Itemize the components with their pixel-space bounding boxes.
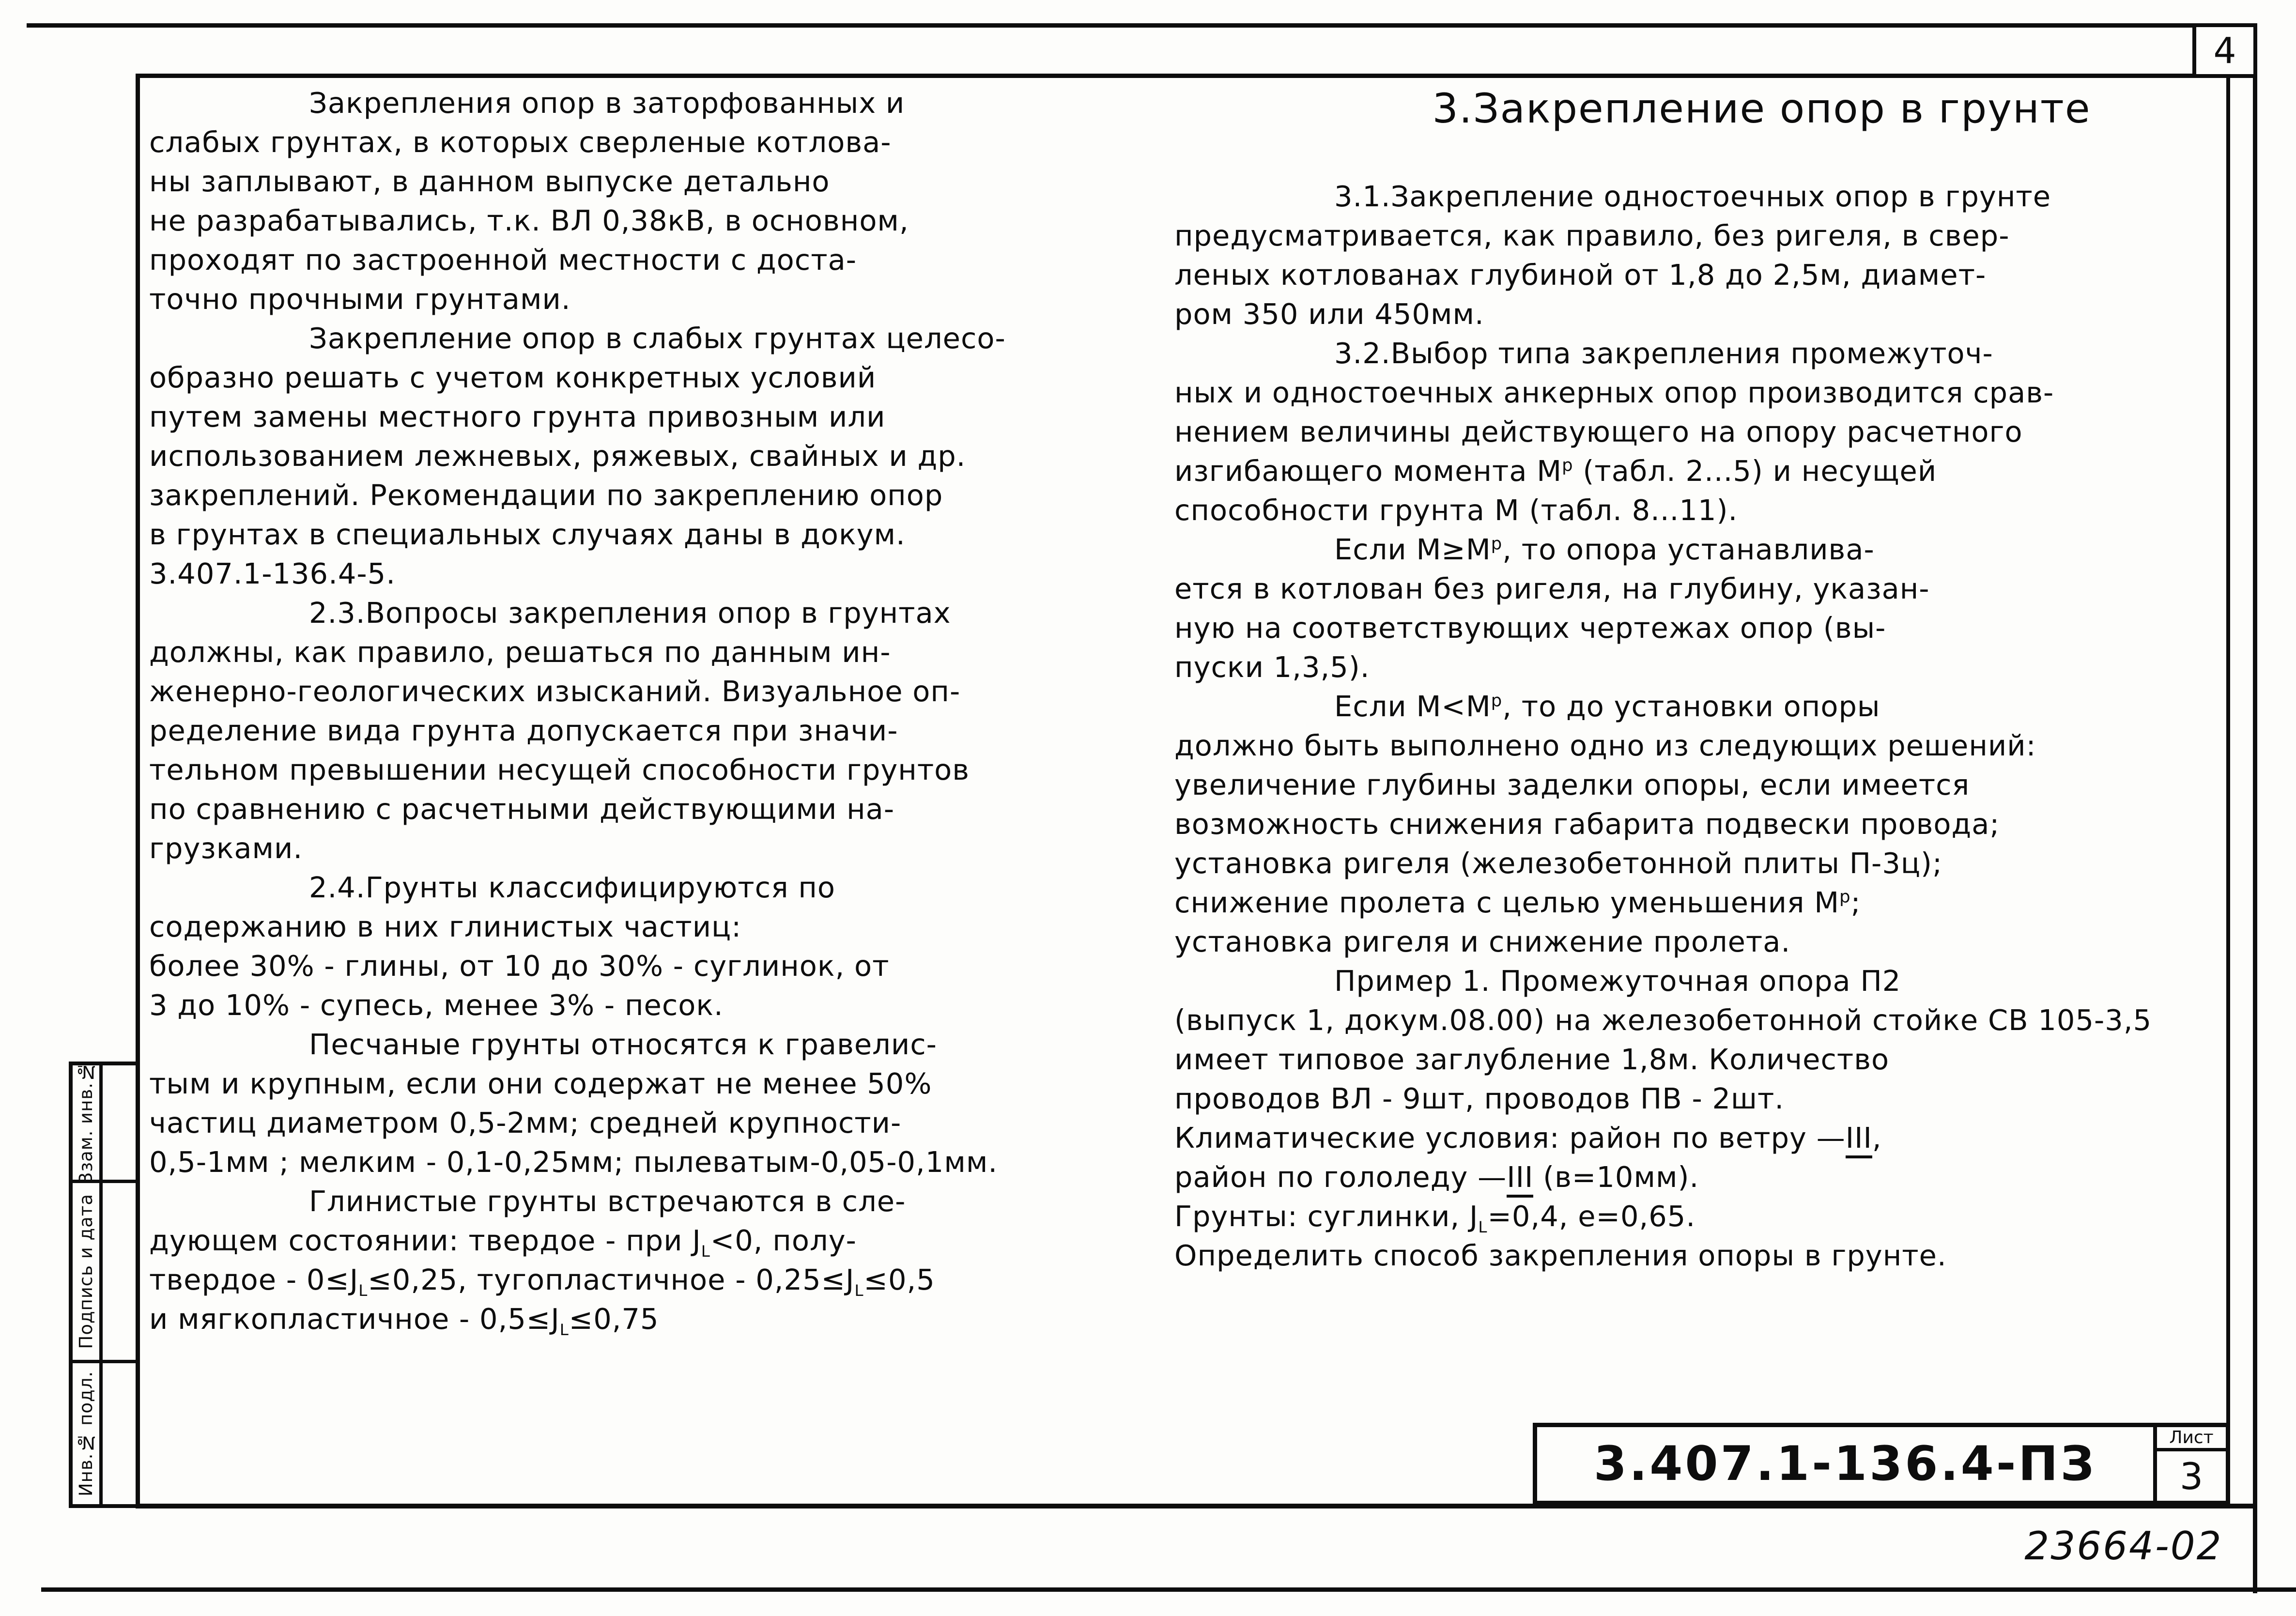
- text-line: установка ригеля и снижение пролета.: [1174, 925, 1791, 958]
- text-line: содержанию в них глинистых частиц:: [149, 910, 742, 943]
- sheet-top-edge-line: [27, 23, 2257, 28]
- text-line: путем замены местного грунта привозным или: [149, 400, 886, 433]
- text-line: частиц диаметром 0,5-2мм; средней крупности-: [149, 1106, 902, 1139]
- text-line: возможность снижения габарита подвески провода;: [1174, 807, 2000, 841]
- text-line: должно быть выполнено одно из следующих решений:: [1174, 729, 2036, 762]
- right-text-column: [1174, 83, 2228, 1275]
- right-column-body: [1174, 177, 2228, 1275]
- sidebar-label-vzam-inv: Взам. инв.№: [76, 1061, 96, 1185]
- text-line: увеличение глубины заделки опоры, если имеется: [1174, 768, 1970, 801]
- text-line: леных котлованах глубиной от 1,8 до 2,5м, диамет-: [1174, 258, 1987, 292]
- text-line: пуски 1,3,5).: [1174, 650, 1370, 684]
- text-line: проходят по застроенной местности с доста-: [149, 243, 857, 277]
- sidebar-label-inv-podl: Инв.№ подл.: [76, 1370, 96, 1497]
- text-line: 3.2.Выбор типа закрепления промежуточ-: [1334, 337, 1993, 370]
- document-number: 3.407.1-136.4-ПЗ: [1593, 1436, 2097, 1492]
- sidebar-label-cell: [73, 1363, 103, 1504]
- text-line: Закрепления опор в заторфованных и: [309, 86, 905, 120]
- text-line: грузками.: [149, 831, 303, 865]
- sidebar-label-cell: [73, 1183, 103, 1360]
- text-line: район по гололеду —III (в=10мм).: [1174, 1157, 2228, 1197]
- sidebar-cell-podpis-data: [73, 1183, 136, 1363]
- text-line: и мягкопластичное - $0,5\le J_L\le 0,75$: [149, 1302, 659, 1339]
- sidebar-cell-vzam-inv: [73, 1061, 136, 1185]
- sidebar-label-cell: [73, 1061, 103, 1185]
- text-line: твердое - $0\le J_L\le 0,25$, тугопластичное - $0,25\le J_L\le 0,5$: [149, 1263, 935, 1300]
- text-line: Грунты: суглинки, $J_L=0,4$, е=0,65.: [1174, 1200, 1696, 1236]
- text-line: Пример 1. Промежуточная опора П2: [1334, 964, 1901, 998]
- text-line: Глинистые грунты встречаются в сле-: [309, 1185, 906, 1218]
- text-line: более 30% - глины, от 10 до 30% - суглинок, от: [149, 949, 890, 983]
- sidebar-blank-field: [103, 1065, 136, 1180]
- text-line: ную на соответствующих чертежах опор (вы-: [1174, 611, 1886, 645]
- text-line: слабых грунтах, в которых сверленые котлова-: [149, 125, 892, 159]
- text-line: ны заплывают, в данном выпуске детально: [149, 165, 830, 198]
- text-line: тым и крупным, если они содержат не менее 50%: [149, 1067, 932, 1100]
- text-line: тельном превышении несущей способности грунтов: [149, 753, 970, 786]
- text-line: Если $М<М^р$, то до установки опоры: [1334, 690, 1880, 723]
- text-line: ных и одностоечных анкерных опор производится срав-: [1174, 376, 2054, 409]
- text-line: Климатические условия: район по ветру —III,: [1174, 1118, 2228, 1157]
- text-line: 2.3.Вопросы закрепления опор в грунтах: [309, 596, 951, 630]
- sheet-number: 3: [2179, 1454, 2204, 1498]
- text-line: точно прочными грунтами.: [149, 282, 571, 316]
- text-line: (выпуск 1, докум.08.00) на железобетонной стойке СВ 105-3,5: [1174, 1003, 2152, 1037]
- text-line: Если $М\ge М^р$, то опора устанавлива-: [1334, 533, 1875, 566]
- text-line: образно решать с учетом конкретных условий: [149, 361, 877, 394]
- sheet-label: Лист: [2157, 1427, 2226, 1451]
- text-line: ределение вида грунта допускается при значи-: [149, 714, 898, 747]
- text-line: по сравнению с расчетными действующими на-: [149, 792, 895, 826]
- text-line: ром 350 или 450мм.: [1174, 297, 1484, 331]
- sidebar-blank-field: [103, 1183, 136, 1360]
- text-line: изгибающего момента $М^р$ (табл. 2...5) и несущей: [1174, 454, 1937, 488]
- frame-right-outer-border: [2253, 23, 2257, 1593]
- page-number: 4: [2213, 30, 2236, 72]
- sidebar-label-podpis-data: Подпись и дата: [76, 1194, 96, 1349]
- sidebar-blank-field: [103, 1363, 136, 1504]
- frame-top-border: [136, 74, 2257, 78]
- text-line: 3.407.1-136.4-5.: [149, 557, 396, 590]
- text-line: нением величины действующего на опору расчетного: [1174, 415, 2023, 448]
- sidebar-cell-inv-podl: [73, 1363, 136, 1504]
- left-text-column: [149, 83, 1154, 1339]
- handwritten-stamp-number: 23664-02: [2024, 1524, 2223, 1569]
- text-line: Определить способ закрепления опоры в грунте.: [1174, 1239, 1947, 1272]
- text-line: 3.1.Закрепление одностоечных опор в грунте: [1334, 180, 2051, 213]
- text-line: закреплений. Рекомендации по закреплению опор: [149, 478, 943, 512]
- text-line: дующем состоянии: твердое - при $J_L<0$, полу-: [149, 1224, 857, 1261]
- text-line: 2.4.Грунты классифицируются по: [309, 871, 835, 904]
- title-block: [1533, 1423, 2230, 1505]
- text-line: 3 до 10% - супесь, менее 3% - песок.: [149, 988, 724, 1022]
- text-line: женерно-геологических изысканий. Визуальное оп-: [149, 675, 961, 708]
- text-line: использованием лежневых, ряжевых, свайных и др.: [149, 439, 966, 473]
- margin-sidebar: [69, 1062, 139, 1508]
- text-line: в грунтах в специальных случаях даны в докум.: [149, 518, 906, 551]
- section-heading: 3.Закрепление опор в грунте: [1432, 85, 2091, 132]
- text-line: способности грунта М (табл. 8...11).: [1174, 493, 1738, 527]
- sheet-bottom-edge-line: [41, 1587, 2296, 1592]
- text-line: 0,5-1мм ; мелким - 0,1-0,25мм; пылеватым-0,05-0,1мм.: [149, 1145, 998, 1179]
- text-line: имеет типовое заглубление 1,8м. Количество: [1174, 1043, 1890, 1076]
- sheet-cell: [2153, 1427, 2226, 1501]
- text-line: снижение пролета с целью уменьшения $М^р$;: [1174, 886, 1861, 919]
- page-number-box: [2192, 23, 2257, 78]
- text-line: ется в котлован без ригеля, на глубину, указан-: [1174, 572, 1930, 605]
- text-line: Закрепление опор в слабых грунтах целесо-: [309, 322, 1006, 355]
- text-line: должны, как правило, решаться по данным ин-: [149, 635, 891, 669]
- text-line: предусматривается, как правило, без ригеля, в свер-: [1174, 219, 2010, 252]
- text-line: Песчаные грунты относятся к гравелис-: [309, 1028, 937, 1061]
- text-line: не разрабатывались, т.к. ВЛ 0,38кВ, в основном,: [149, 204, 909, 237]
- text-line: проводов ВЛ - 9шт, проводов ПВ - 2шт.: [1174, 1082, 1785, 1115]
- text-line: установка ригеля (железобетонной плиты П-3ц);: [1174, 846, 1942, 880]
